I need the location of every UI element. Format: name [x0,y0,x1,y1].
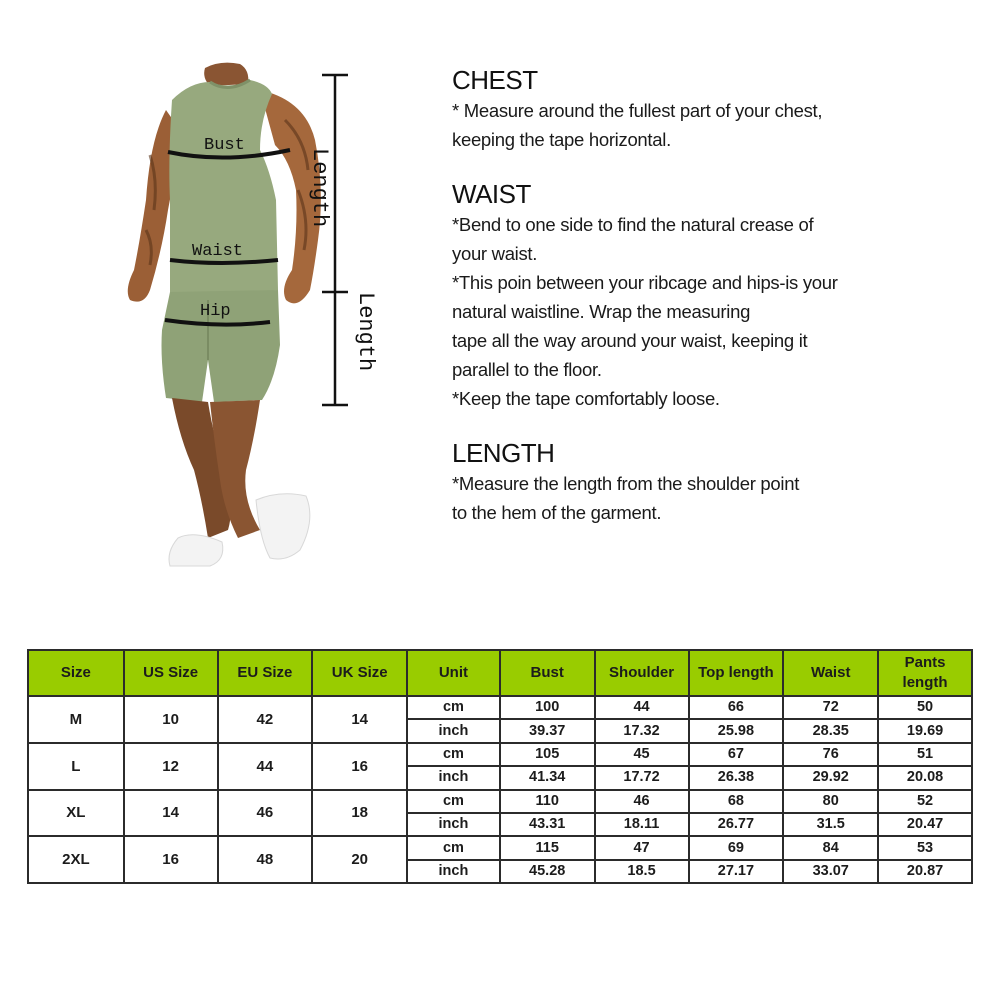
cell-bust: 45.28 [500,860,595,883]
cell-top-length: 66 [689,696,784,719]
cell-pants-length: 51 [878,743,972,766]
waist-label: Waist [192,242,244,261]
header-pants-line2: length [902,674,948,691]
cell-eu-size: 42 [218,696,313,743]
table-header-row [28,650,972,696]
cell-shoulder: 17.72 [595,766,689,789]
model-figure-graphic [110,60,430,580]
waist-text-line: parallel to the floor. [452,359,602,380]
cell-unit: cm [407,836,500,859]
cell-uk-size: 16 [312,743,407,790]
cell-uk-size: 20 [312,836,407,883]
cell-us-size: 16 [124,836,218,883]
cell-waist: 29.92 [783,766,878,789]
cell-waist: 33.07 [783,860,878,883]
cell-unit: inch [407,766,500,789]
waist-text-line: your waist. [452,243,538,264]
cell-unit: inch [407,813,500,836]
cell-waist: 80 [783,790,878,813]
waist-text-line: tape all the way around your waist, keeping it [452,330,808,351]
length-text-line: *Measure the length from the shoulder point [452,473,800,494]
cell-bust: 41.34 [500,766,595,789]
header-top-length: Top length [689,650,784,696]
cell-bust: 100 [500,696,595,719]
cell-uk-size: 18 [312,790,407,837]
cell-unit: cm [407,743,500,766]
header-pants-line1: Pants [904,654,946,671]
waist-text-line: natural waistline. Wrap the measuring [452,301,751,322]
cell-shoulder: 47 [595,836,689,859]
cell-unit: cm [407,696,500,719]
cell-bust: 39.37 [500,719,595,742]
waist-text-line: *Bend to one side to find the natural crease of [452,214,814,235]
cell-shoulder: 45 [595,743,689,766]
cell-bust: 43.31 [500,813,595,836]
header-size: Size [28,650,124,696]
cell-unit: cm [407,790,500,813]
cell-pants-length: 53 [878,836,972,859]
length-heading: LENGTH [452,438,555,468]
cell-pants-length: 52 [878,790,972,813]
hip-label: Hip [200,302,231,321]
cell-size: L [28,743,124,790]
cell-eu-size: 48 [218,836,313,883]
cell-top-length: 25.98 [689,719,784,742]
cell-shoulder: 17.32 [595,719,689,742]
header-uk-size: UK Size [312,650,407,696]
cell-top-length: 67 [689,743,784,766]
measurement-instructions [452,64,922,549]
cell-top-length: 26.38 [689,766,784,789]
chest-text-line: * Measure around the fullest part of your chest, [452,100,823,121]
cell-top-length: 68 [689,790,784,813]
chest-section [452,64,922,154]
cell-eu-size: 46 [218,790,313,837]
cell-uk-size: 14 [312,696,407,743]
header-pants-length [878,650,972,696]
cell-waist: 31.5 [783,813,878,836]
waist-text-line: *Keep the tape comfortably loose. [452,388,720,409]
cell-pants-length: 20.87 [878,860,972,883]
bust-label: Bust [204,136,245,155]
table-row-xl-cm [28,790,972,813]
header-unit: Unit [407,650,500,696]
table-row-m-cm [28,696,972,719]
cell-waist: 72 [783,696,878,719]
waist-text-line: *This poin between your ribcage and hips-is your [452,272,838,293]
table-row-2xl-cm [28,836,972,859]
cell-eu-size: 44 [218,743,313,790]
table-row-l-cm [28,743,972,766]
cell-waist: 28.35 [783,719,878,742]
cell-top-length: 27.17 [689,860,784,883]
cell-pants-length: 19.69 [878,719,972,742]
chest-heading: CHEST [452,65,538,95]
cell-bust: 115 [500,836,595,859]
top-length-label: Length [307,148,332,228]
cell-unit: inch [407,719,500,742]
cell-top-length: 26.77 [689,813,784,836]
cell-pants-length: 20.08 [878,766,972,789]
cell-waist: 84 [783,836,878,859]
header-eu-size: EU Size [218,650,313,696]
cell-pants-length: 50 [878,696,972,719]
header-waist: Waist [783,650,878,696]
cell-size: M [28,696,124,743]
waist-section [452,178,922,413]
pants-length-label: Length [353,292,378,372]
cell-size: 2XL [28,836,124,883]
header-us-size: US Size [124,650,218,696]
model-measurement-illustration [110,60,430,580]
cell-size: XL [28,790,124,837]
chest-text-line: keeping the tape horizontal. [452,129,671,150]
header-bust: Bust [500,650,595,696]
length-section [452,437,922,527]
cell-shoulder: 46 [595,790,689,813]
cell-shoulder: 18.5 [595,860,689,883]
cell-bust: 105 [500,743,595,766]
size-chart-table [27,649,973,884]
cell-unit: inch [407,860,500,883]
header-shoulder: Shoulder [595,650,689,696]
cell-shoulder: 18.11 [595,813,689,836]
cell-us-size: 14 [124,790,218,837]
waist-heading: WAIST [452,179,531,209]
length-text-line: to the hem of the garment. [452,502,662,523]
cell-waist: 76 [783,743,878,766]
cell-us-size: 10 [124,696,218,743]
cell-bust: 110 [500,790,595,813]
cell-top-length: 69 [689,836,784,859]
cell-us-size: 12 [124,743,218,790]
cell-pants-length: 20.47 [878,813,972,836]
cell-shoulder: 44 [595,696,689,719]
